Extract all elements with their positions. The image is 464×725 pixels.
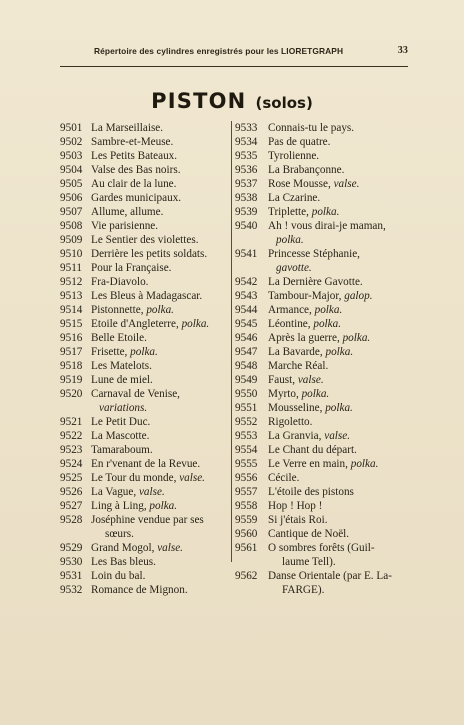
entry-title: La Mascotte. <box>91 430 150 442</box>
section-title: PISTON <box>151 89 247 113</box>
entry-title-block <box>268 387 410 401</box>
cylinder-number: 9560 <box>235 528 258 540</box>
entry-title: Ling à Ling, <box>91 500 147 512</box>
entry-title-block <box>91 219 230 233</box>
entry-style: polka. <box>314 304 343 316</box>
entry-title-block <box>268 135 410 149</box>
catalog-entry <box>235 485 410 499</box>
entry-title: Pas de quatre. <box>268 136 331 148</box>
entry-title-block <box>91 499 230 513</box>
entry-title-block <box>268 527 410 541</box>
cylinder-number: 9549 <box>235 374 258 386</box>
cylinder-number: 9553 <box>235 430 258 442</box>
catalog-entry <box>60 219 230 233</box>
entry-title-block <box>91 541 230 555</box>
catalog-entry <box>235 527 410 541</box>
catalog-entry <box>60 331 230 345</box>
entry-title: La Dernière Gavotte. <box>268 276 363 288</box>
cylinder-number: 9561 <box>235 542 258 554</box>
entry-title: Les Matelots. <box>91 360 152 372</box>
entry-title-block <box>91 513 230 541</box>
entry-title-block <box>91 317 230 331</box>
entry-title: Ah ! vous dirai-je maman, <box>268 220 386 232</box>
catalog-entry <box>60 205 230 219</box>
cylinder-number: 9515 <box>60 318 83 330</box>
entry-style: polka. <box>149 500 178 512</box>
entry-title-block <box>268 345 410 359</box>
catalog-entry <box>235 429 410 443</box>
cylinder-number: 9559 <box>235 514 258 526</box>
entry-title-block <box>91 331 230 345</box>
catalog-entry <box>235 541 410 569</box>
entry-style: polka. <box>311 206 340 218</box>
cylinder-number: 9503 <box>60 150 83 162</box>
entry-title-block <box>268 373 410 387</box>
catalog-entry <box>235 191 410 205</box>
cylinder-number: 9533 <box>235 122 258 134</box>
entry-title: La Vague, <box>91 486 137 498</box>
entry-title-block <box>91 261 230 275</box>
entry-title: Rigoletto. <box>268 416 313 428</box>
entry-style: polka. <box>313 318 342 330</box>
entry-title-block <box>91 303 230 317</box>
entry-title: Le Petit Duc. <box>91 416 151 428</box>
catalog-entry <box>235 177 410 191</box>
catalog-entry <box>60 191 230 205</box>
cylinder-number: 9525 <box>60 472 83 484</box>
entry-title-block <box>268 149 410 163</box>
catalog-entry <box>60 485 230 499</box>
catalog-entry <box>235 513 410 527</box>
entry-title-block <box>268 569 410 597</box>
entry-title: Faust, <box>268 374 296 386</box>
entry-title-block <box>91 135 230 149</box>
catalog-entry <box>60 457 230 471</box>
catalog-entry <box>60 275 230 289</box>
catalog-entry <box>60 135 230 149</box>
entry-title: Au clair de la lune. <box>91 178 177 190</box>
catalog-entry <box>60 415 230 429</box>
catalog-entry <box>235 205 410 219</box>
entry-title-block <box>268 191 410 205</box>
entry-style: polka. <box>325 346 354 358</box>
catalog-entry <box>235 499 410 513</box>
entry-style: polka. <box>146 304 174 316</box>
cylinder-number: 9555 <box>235 458 258 470</box>
entry-title-block <box>268 485 410 499</box>
catalog-entry <box>60 163 230 177</box>
entry-style: valse. <box>157 542 183 554</box>
catalog-entry <box>235 317 410 331</box>
entry-title: Le Chant du départ. <box>268 444 357 456</box>
cylinder-number: 9548 <box>235 360 258 372</box>
catalog-entry <box>235 569 410 597</box>
catalog-entry <box>60 303 230 317</box>
page-number: 33 <box>397 45 408 56</box>
cylinder-number: 9501 <box>60 122 83 134</box>
catalog-entry <box>60 443 230 457</box>
cylinder-number: 9509 <box>60 234 83 246</box>
entry-title: Lune de miel. <box>91 374 153 386</box>
entry-continuation: laume Tell). <box>282 556 336 568</box>
entry-title-block <box>91 149 230 163</box>
entry-title-block <box>91 163 230 177</box>
catalog-entry <box>60 471 230 485</box>
entry-title: Vie parisienne. <box>91 220 159 232</box>
entry-title-block <box>91 415 230 429</box>
entry-continuation: sœurs. <box>105 528 134 540</box>
cylinder-number: 9505 <box>60 178 83 190</box>
catalog-entry <box>60 555 230 569</box>
cylinder-number: 9562 <box>235 570 258 582</box>
catalog-entry <box>235 163 410 177</box>
entry-title: Triplette, <box>268 206 309 218</box>
entry-title: Sambre-et-Meuse. <box>91 136 174 148</box>
entry-title: Le Tour du monde, <box>91 472 177 484</box>
left-column-list <box>60 121 230 597</box>
cylinder-number: 9534 <box>235 136 258 148</box>
entry-title-block <box>268 499 410 513</box>
catalog-entry <box>235 443 410 457</box>
entry-title-block <box>91 471 230 485</box>
entry-title: Belle Etoile. <box>91 332 147 344</box>
catalog-entry <box>60 373 230 387</box>
catalog-entry <box>60 429 230 443</box>
catalog-entry <box>60 513 230 541</box>
catalog-entry <box>60 583 230 597</box>
cylinder-number: 9528 <box>60 514 83 526</box>
entry-title-block <box>91 205 230 219</box>
entry-title-block <box>268 429 410 443</box>
entry-title: Allume, allume. <box>91 206 164 218</box>
catalog-entry <box>60 121 230 135</box>
entry-title-block <box>268 331 410 345</box>
entry-title: Connais-tu le pays. <box>268 122 355 134</box>
entry-title: Gardes municipaux. <box>91 192 182 204</box>
entry-title: Hop ! Hop ! <box>268 500 323 512</box>
cylinder-number: 9513 <box>60 290 83 302</box>
entry-title: Pour la Française. <box>91 262 172 274</box>
cylinder-number: 9551 <box>235 402 258 414</box>
cylinder-number: 9516 <box>60 332 83 344</box>
entry-title-block <box>91 583 230 597</box>
entry-title: La Granvia, <box>268 430 322 442</box>
catalog-entry <box>60 499 230 513</box>
entry-title-block <box>91 177 230 191</box>
cylinder-number: 9527 <box>60 500 83 512</box>
cylinder-number: 9550 <box>235 388 258 400</box>
entry-continuation: gavotte. <box>276 262 312 274</box>
entry-title: Marche Réal. <box>268 360 329 372</box>
catalog-entry <box>235 275 410 289</box>
entry-title: Pistonnette, <box>91 304 144 316</box>
catalog-entry <box>235 149 410 163</box>
cylinder-number: 9508 <box>60 220 83 232</box>
cylinder-number: 9542 <box>235 276 258 288</box>
entry-title-block <box>268 177 410 191</box>
entry-title-block <box>91 191 230 205</box>
entry-style: valse. <box>324 430 351 442</box>
entry-title-block <box>268 415 410 429</box>
entry-title: Loin du bal. <box>91 570 146 582</box>
entry-title-block <box>268 121 410 135</box>
entry-title-block <box>268 471 410 485</box>
entry-title: Armance, <box>268 304 312 316</box>
cylinder-number: 9524 <box>60 458 83 470</box>
entry-title: Mousseline, <box>268 402 323 414</box>
cylinder-number: 9523 <box>60 444 83 456</box>
catalog-entry <box>235 289 410 303</box>
entry-title-block <box>91 373 230 387</box>
entry-title: La Bavarde, <box>268 346 323 358</box>
entry-style: polka. <box>181 318 210 330</box>
cylinder-number: 9552 <box>235 416 258 428</box>
entry-title-block <box>268 205 410 219</box>
catalog-entry <box>60 177 230 191</box>
cylinder-number: 9546 <box>235 332 258 344</box>
entry-continuation: polka. <box>276 234 304 246</box>
catalog-entry <box>60 317 230 331</box>
catalog-entry <box>60 261 230 275</box>
cylinder-number: 9535 <box>235 150 258 162</box>
entry-title-block <box>268 541 410 569</box>
cylinder-number: 9558 <box>235 500 258 512</box>
catalog-entry <box>235 415 410 429</box>
entry-title-block <box>91 359 230 373</box>
entry-style: valse. <box>179 472 205 484</box>
catalog-entry <box>235 457 410 471</box>
entry-title: La Marseillaise. <box>91 122 164 134</box>
entry-title-block <box>268 513 410 527</box>
entry-title-block <box>268 247 410 275</box>
entry-title: Carnaval de Venise, <box>91 388 180 400</box>
catalog-entry <box>235 219 410 247</box>
entry-title: La Brabançonne. <box>268 164 345 176</box>
catalog-entry <box>235 373 410 387</box>
catalog-entry <box>235 401 410 415</box>
cylinder-number: 9532 <box>60 584 83 596</box>
cylinder-number: 9543 <box>235 290 258 302</box>
entry-continuation: FARGE). <box>282 584 325 596</box>
cylinder-number: 9526 <box>60 486 83 498</box>
entry-title-block <box>268 457 410 471</box>
entry-style: polka. <box>301 388 330 400</box>
entry-title: Princesse Stéphanie, <box>268 248 360 260</box>
entry-title: Etoile d'Angleterre, <box>91 318 179 330</box>
entry-title-block <box>91 289 230 303</box>
catalog-entry <box>235 121 410 135</box>
cylinder-number: 9544 <box>235 304 258 316</box>
catalog-entry <box>60 569 230 583</box>
catalog-entry <box>235 359 410 373</box>
entry-title: Danse Orientale (par E. La- <box>268 570 392 582</box>
catalog-entry <box>60 289 230 303</box>
catalog-entry <box>235 331 410 345</box>
entry-title-block <box>268 401 410 415</box>
catalog-entry <box>235 345 410 359</box>
entry-title: O sombres forêts (Guil- <box>268 542 375 554</box>
column-divider <box>231 121 232 562</box>
cylinder-number: 9530 <box>60 556 83 568</box>
cylinder-number: 9511 <box>60 262 82 274</box>
entry-title: En r'venant de la Revue. <box>91 458 201 470</box>
entry-title: Tyrolienne. <box>268 150 320 162</box>
cylinder-number: 9537 <box>235 178 258 190</box>
entry-title: Myrto, <box>268 388 299 400</box>
entry-title: La Czarine. <box>268 192 321 204</box>
section-heading <box>0 89 464 113</box>
entry-title-block <box>91 345 230 359</box>
entry-style: polka. <box>350 458 379 470</box>
entry-title: L'étoile des pistons <box>268 486 354 498</box>
entry-title-block <box>268 317 410 331</box>
catalog-entry <box>60 233 230 247</box>
cylinder-number: 9504 <box>60 164 83 176</box>
entry-title: Le Sentier des violettes. <box>91 234 199 246</box>
cylinder-number: 9520 <box>60 388 83 400</box>
cylinder-number: 9547 <box>235 346 258 358</box>
catalog-entry <box>60 345 230 359</box>
cylinder-number: 9512 <box>60 276 83 288</box>
cylinder-number: 9541 <box>235 248 258 260</box>
cylinder-number: 9507 <box>60 206 83 218</box>
cylinder-number: 9522 <box>60 430 83 442</box>
entry-title: Rose Mousse, <box>268 178 331 190</box>
entry-title-block <box>268 219 410 247</box>
header-title: Répertoire des cylindres enregistrés pour les LIORETGRAPH <box>94 46 344 56</box>
entry-title-block <box>268 443 410 457</box>
catalog-entry <box>235 303 410 317</box>
catalog-entry <box>60 359 230 373</box>
entry-title: Les Petits Bateaux. <box>91 150 178 162</box>
section-subtitle: (solos) <box>255 94 313 112</box>
catalog-entry <box>235 135 410 149</box>
cylinder-number: 9538 <box>235 192 258 204</box>
entry-title: Les Bleus à Madagascar. <box>91 290 203 302</box>
header-rule <box>60 66 408 67</box>
entry-title: Léontine, <box>268 318 311 330</box>
entry-style: valse. <box>138 486 165 498</box>
entry-title-block <box>91 457 230 471</box>
catalog-entry <box>235 247 410 275</box>
cylinder-number: 9540 <box>235 220 258 232</box>
entry-title: Joséphine vendue par ses <box>91 514 204 526</box>
entry-title: Tamaraboum. <box>91 444 153 456</box>
entry-continuation: variations. <box>99 402 148 414</box>
entry-title: Le Verre en main, <box>268 458 348 470</box>
catalog-entry <box>60 247 230 261</box>
entry-title-block <box>91 387 230 415</box>
cylinder-number: 9539 <box>235 206 258 218</box>
entry-title-block <box>91 429 230 443</box>
entry-title: Cantique de Noël. <box>268 528 350 540</box>
cylinder-number: 9518 <box>60 360 83 372</box>
entry-title: Après la guerre, <box>268 332 340 344</box>
cylinder-number: 9519 <box>60 374 83 386</box>
entry-title-block <box>91 569 230 583</box>
entry-title: Frisette, <box>91 346 128 358</box>
entry-style: valse. <box>333 178 360 190</box>
entry-title: Derrière les petits soldats. <box>91 248 208 260</box>
cylinder-number: 9536 <box>235 164 258 176</box>
cylinder-number: 9502 <box>60 136 83 148</box>
entry-style: polka. <box>130 346 158 358</box>
entry-title-block <box>91 485 230 499</box>
cylinder-number: 9521 <box>60 416 83 428</box>
cylinder-number: 9510 <box>60 248 83 260</box>
entry-title: Fra-Diavolo. <box>91 276 149 288</box>
entry-title: Romance de Mignon. <box>91 584 188 596</box>
entry-style: galop. <box>344 290 373 302</box>
entry-title-block <box>268 275 410 289</box>
entry-title: Si j'étais Roi. <box>268 514 328 526</box>
catalog-entry <box>235 387 410 401</box>
entry-title-block <box>268 359 410 373</box>
cylinder-number: 9529 <box>60 542 83 554</box>
cylinder-number: 9545 <box>235 318 258 330</box>
entry-title-block <box>91 275 230 289</box>
cylinder-number: 9556 <box>235 472 258 484</box>
cylinder-number: 9514 <box>60 304 83 316</box>
entry-style: polka. <box>325 402 353 414</box>
entry-title: Tambour-Major, <box>268 290 342 302</box>
cylinder-number: 9531 <box>60 570 83 582</box>
entry-title: Les Bas bleus. <box>91 556 156 568</box>
entry-style: polka. <box>342 332 371 344</box>
cylinder-number: 9557 <box>235 486 258 498</box>
entry-style: valse. <box>297 374 324 386</box>
entry-title: Cécile. <box>268 472 300 484</box>
cylinder-number: 9517 <box>60 346 83 358</box>
cylinder-number: 9554 <box>235 444 258 456</box>
cylinder-number: 9506 <box>60 192 83 204</box>
entry-title-block <box>91 121 230 135</box>
right-column-list <box>235 121 410 597</box>
catalog-entry <box>60 149 230 163</box>
entry-title: Valse des Bas noirs. <box>91 164 181 176</box>
catalog-entry <box>60 387 230 415</box>
entry-title-block <box>91 233 230 247</box>
entry-title-block <box>268 303 410 317</box>
entry-title-block <box>91 443 230 457</box>
entry-title-block <box>91 555 230 569</box>
entry-title: Grand Mogol, <box>91 542 155 554</box>
catalog-entry <box>60 541 230 555</box>
catalog-entry <box>235 471 410 485</box>
entry-title-block <box>268 289 410 303</box>
entry-title-block <box>91 247 230 261</box>
entry-title-block <box>268 163 410 177</box>
